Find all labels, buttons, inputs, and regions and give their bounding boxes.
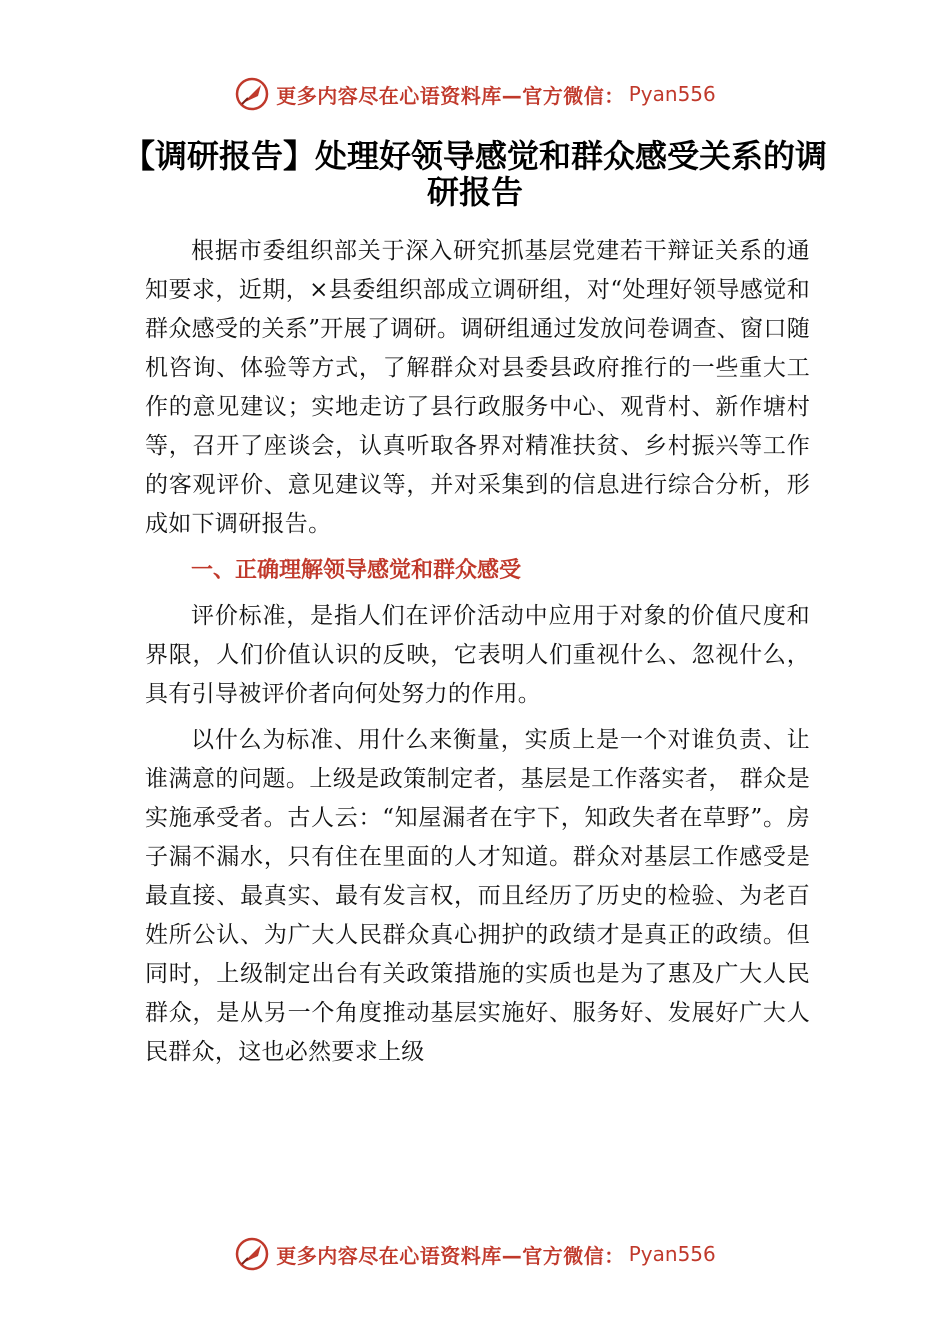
quill-logo-icon [234,76,270,112]
intro-paragraph: 根据市委组织部关于深入研究抓基层党建若干辩证关系的通知要求，近期，×县委组织部成立调研组，对“处理好领导感觉和群众感受的关系”开展了调研。调研组通过发放问卷调查、窗口随机咨询、体验等方式，了解群众对县委县政府推行的一些重大工作的意见建议；实地走访了县行政服务中心、观背村、新作塘村等，召开了座谈会，认真听取各界对精准扶贫、乡村振兴等工作的客观评价、意见建议等，并对采集到的信息进行综合分析，形成如下调研报告。 [145,238,810,537]
section-1-paragraph-1: 评价标准，是指人们在评价活动中应用于对象的价值尺度和界限，人们价值认识的反映，它表明人们重视什么、忽视什么，具有引导被评价者向何处努力的作用。 [145,603,810,707]
quill-logo-icon [234,1236,270,1272]
document-body [145,232,810,1079]
section-1-heading: 一、正确理解领导感觉和群众感受 [191,558,522,583]
watermark-header [0,72,950,116]
watermark-handle: Pyan556 [628,1242,716,1266]
watermark-text: 更多内容尽在心语资料库—官方微信： [276,1243,625,1268]
watermark-footer [0,1232,950,1276]
watermark-text: 更多内容尽在心语资料库—官方微信： [276,83,625,108]
document-title: 【调研报告】处理好领导感觉和群众感受关系的调研报告 [122,137,827,211]
section-1-paragraph-2: 以什么为标准、用什么来衡量，实质上是一个对谁负责、让谁满意的问题。上级是政策制定者，基层是工作落实者， 群众是实施承受者。古人云：“知屋漏者在宇下，知政失者在草野”。房子漏不漏水，只有住在里面的人才知道。群众对基层工作感受是最直接、最真实、最有发言权，而且经历了历史的检验、为老百姓所公认、为广大人民群众真心拥护的政绩才是真正的政绩。但同时，上级制定出台有关政策措施的实质也是为了惠及广大人民群众，是从另一个角度推动基层实施好、服务好、发展好广大人民群众，这也必然要求上级 [145,727,810,1065]
watermark-handle: Pyan556 [628,82,716,106]
